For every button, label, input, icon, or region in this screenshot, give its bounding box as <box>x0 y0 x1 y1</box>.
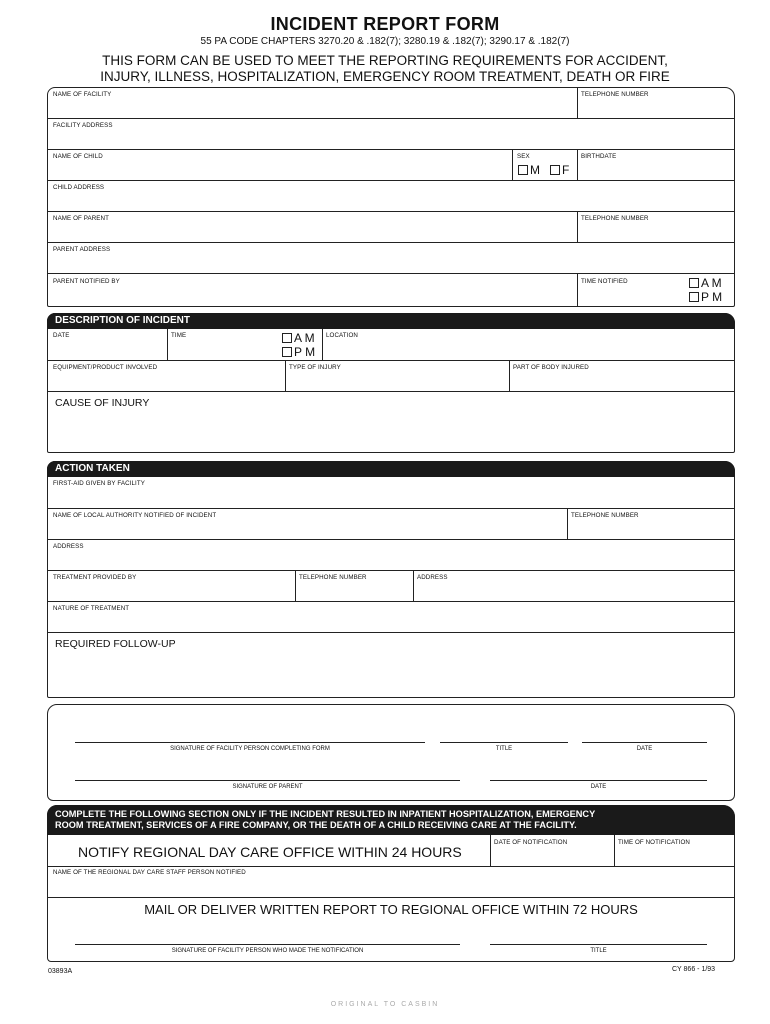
facility-title-line[interactable]: TITLE <box>495 746 513 752</box>
birthdate-field[interactable]: BIRTHDATE <box>581 153 617 160</box>
parent-date-line[interactable]: DATE <box>590 784 607 790</box>
incident-time-field[interactable]: TIME <box>171 332 187 339</box>
code-reference: 55 PA CODE CHAPTERS 3270.20 & .182(7); 3280.19 & .182(7); 3290.17 & .182(7) <box>200 36 570 47</box>
facility-date-line[interactable]: DATE <box>636 746 653 752</box>
incident-section <box>47 313 735 453</box>
copy-label: ORIGINAL TO CASBIN <box>330 1001 440 1008</box>
name-of-facility-field[interactable]: NAME OF FACILITY <box>53 91 112 98</box>
purpose-line-2: INJURY, ILLNESS, HOSPITALIZATION, EMERGENCY ROOM TREATMENT, DEATH OR FIRE <box>100 69 670 84</box>
form-number: CY 866 - 1/93 <box>672 966 716 973</box>
treatment-telephone-field[interactable]: TELEPHONE NUMBER <box>299 574 367 581</box>
facility-telephone-field[interactable]: TELEPHONE NUMBER <box>581 91 649 98</box>
purpose-line-1: THIS FORM CAN BE USED TO MEET THE REPORTING REQUIREMENTS FOR ACCIDENT, <box>102 53 668 68</box>
parent-notified-by-field[interactable]: PARENT NOTIFIED BY <box>53 278 120 285</box>
incident-pm-checkbox[interactable]: P M <box>282 345 315 359</box>
sex-m-checkbox[interactable]: M <box>518 163 540 177</box>
incident-heading: DESCRIPTION OF INCIDENT <box>47 313 735 329</box>
notified-pm-checkbox[interactable]: P M <box>689 290 722 304</box>
child-address-field[interactable]: CHILD ADDRESS <box>53 184 105 191</box>
time-of-notification-field[interactable]: TIME OF NOTIFICATION <box>618 839 691 846</box>
parent-signature-line[interactable]: SIGNATURE OF PARENT <box>232 784 303 790</box>
part-of-body-field[interactable]: PART OF BODY INJURED <box>513 364 589 371</box>
sex-label: SEX <box>517 153 530 160</box>
hospitalization-heading-line-1: COMPLETE THE FOLLOWING SECTION ONLY IF THE INCIDENT RESULTED IN INPATIENT HOSPITALIZATION, EMERGENCY <box>55 809 596 819</box>
staff-person-notified-field[interactable]: NAME OF THE REGIONAL DAY CARE STAFF PERSON NOTIFIED <box>53 869 246 876</box>
name-of-child-field[interactable]: NAME OF CHILD <box>53 153 103 160</box>
treatment-address-field[interactable]: ADDRESS <box>417 574 448 581</box>
hospitalization-heading-line-2: ROOM TREATMENT, SERVICES OF A FIRE COMPANY, OR THE DEATH OF A CHILD RECEIVING CARE AT THE FACILITY. <box>55 820 577 830</box>
authority-telephone-field[interactable]: TELEPHONE NUMBER <box>571 512 639 519</box>
parent-address-field[interactable]: PARENT ADDRESS <box>53 246 111 253</box>
notify-24-hours: NOTIFY REGIONAL DAY CARE OFFICE WITHIN 24 HOURS <box>78 844 462 860</box>
date-of-notification-field[interactable]: DATE OF NOTIFICATION <box>494 839 568 846</box>
notified-am-checkbox[interactable]: A M <box>689 276 722 290</box>
cause-of-injury-field[interactable]: CAUSE OF INJURY <box>55 397 150 409</box>
nature-of-treatment-field[interactable]: NATURE OF TREATMENT <box>53 605 130 612</box>
incident-am-checkbox[interactable]: A M <box>282 331 315 345</box>
treatment-provided-by-field[interactable]: TREATMENT PROVIDED BY <box>53 574 137 581</box>
facility-section <box>47 87 735 307</box>
sex-f-checkbox[interactable]: F <box>550 163 569 177</box>
equipment-field[interactable]: EQUIPMENT/PRODUCT INVOLVED <box>53 364 158 371</box>
form-code: 03893A <box>48 968 73 975</box>
local-authority-field[interactable]: NAME OF LOCAL AUTHORITY NOTIFIED OF INCIDENT <box>53 512 217 519</box>
mail-72-hours: MAIL OR DELIVER WRITTEN REPORT TO REGIONAL OFFICE WITHIN 72 HOURS <box>144 902 638 917</box>
facility-address-field[interactable]: FACILITY ADDRESS <box>53 122 113 129</box>
time-notified-field[interactable]: TIME NOTIFIED <box>581 278 628 285</box>
facility-signature-line[interactable]: SIGNATURE OF FACILITY PERSON COMPLETING FORM <box>170 746 330 752</box>
name-of-parent-field[interactable]: NAME OF PARENT <box>53 215 109 222</box>
parent-telephone-field[interactable]: TELEPHONE NUMBER <box>581 215 649 222</box>
notification-signature-line[interactable]: SIGNATURE OF FACILITY PERSON WHO MADE THE NOTIFICATION <box>171 948 364 954</box>
first-aid-field[interactable]: FIRST-AID GIVEN BY FACILITY <box>53 480 145 487</box>
required-follow-up-field[interactable]: REQUIRED FOLLOW-UP <box>55 638 176 650</box>
incident-location-field[interactable]: LOCATION <box>326 332 358 339</box>
form-title: INCIDENT REPORT FORM <box>270 14 500 34</box>
action-section <box>47 461 735 698</box>
type-of-injury-field[interactable]: TYPE OF INJURY <box>289 364 341 371</box>
authority-address-field[interactable]: ADDRESS <box>53 543 84 550</box>
action-heading: ACTION TAKEN <box>47 461 735 477</box>
hospitalization-heading <box>47 805 735 835</box>
incident-date-field[interactable]: DATE <box>53 332 70 339</box>
notification-title-line[interactable]: TITLE <box>590 948 607 954</box>
